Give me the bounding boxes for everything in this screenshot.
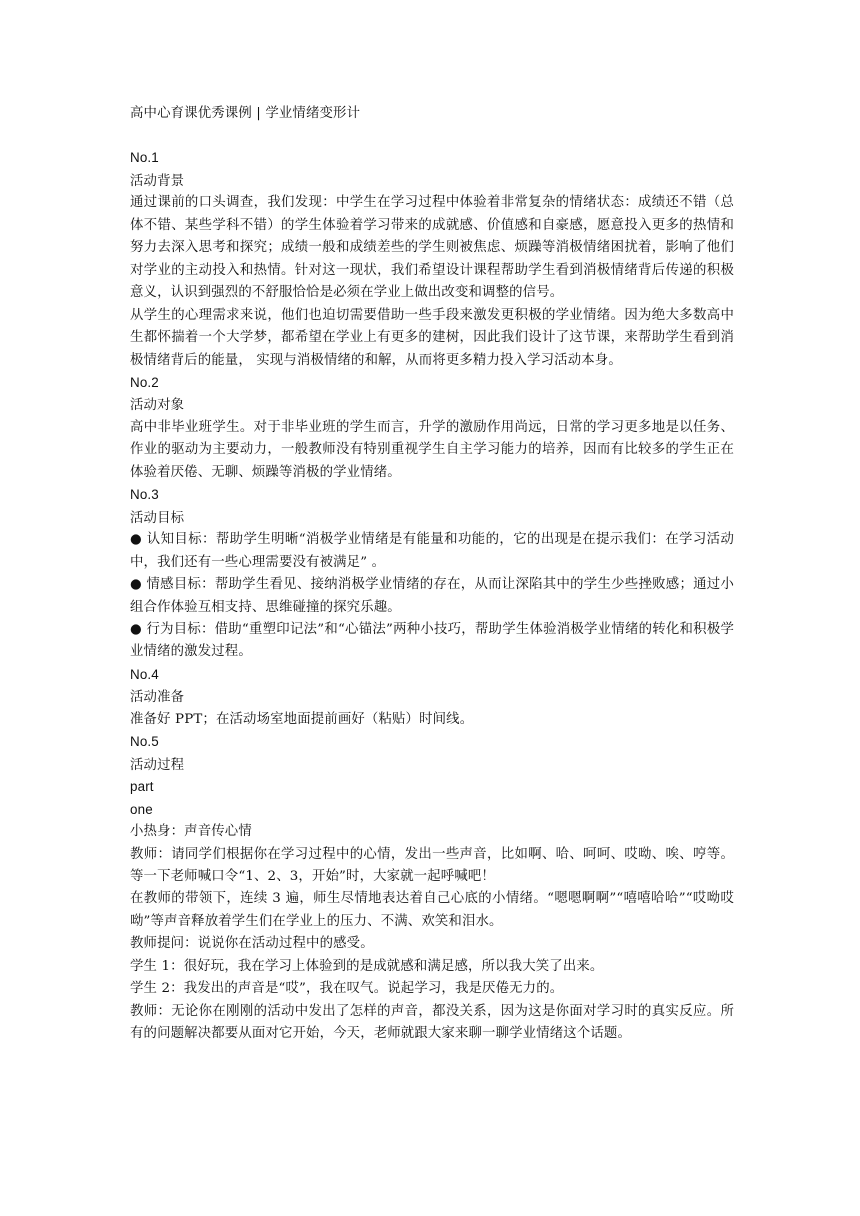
part-number: one [130,801,153,817]
part-label: part [130,779,154,795]
subheading: 小热身：声音传心情 [130,824,252,840]
section-heading: 活动过程 [130,756,185,772]
paragraph: 教师：请同学们根据你在学习过程中的心情，发出一些声音，比如啊、哈、呵呵、哎呦、唉、哼等。等一下老师喊口令“1、2、3，开始”时，大家就一起呼喊吧！ [130,846,734,884]
paragraph: 学生 1：很好玩，我在学习上体验到的是成就感和满足感，所以我大笑了出来。 [130,958,604,974]
bullet-item: ● 认知目标：帮助学生明晰“消极学业情绪是有能量和功能的，它的出现是在提示我们：在学习活动中，我们还有一些心理需要没有被满足” 。 [130,532,734,570]
section-number: No.5 [130,734,159,750]
paragraph: 准备好 PPT；在活动场室地面提前画好（粘贴）时间线。 [130,711,474,727]
section-heading: 活动目标 [130,509,185,525]
bullet-item: ● 行为目标：借助“重塑印记法”和“心锚法”两种小技巧，帮助学生体验消极学业情绪的转化和积极学业情绪的激发过程。 [130,621,734,660]
paragraph: 学生 2：我发出的声音是“哎”，我在叹气。说起学习，我是厌倦无力的。 [130,981,564,997]
section-heading: 活动准备 [130,689,185,705]
document-title: 高中心育课优秀课例 | 学业情绪变形计 [130,106,361,121]
paragraph: 高中非毕业班学生。对于非毕业班的学生而言，升学的激励作用尚远，日常的学习更多地是以任务、作业的驱动为主要动力，一般教师没有特别重视学生自主学习能力的培养，因而有比较多的学生正在体验着厌倦、无聊、烦躁等消极的学业情绪。 [130,419,734,480]
section-number: No.3 [130,487,159,503]
paragraph: 在教师的带领下，连续 3 遍，师生尽情地表达着自己心底的小情绪。“嗯嗯啊啊”“嘻嘻哈哈”“哎呦哎呦”等声音释放着学生们在学业上的压力、不满、欢笑和泪水。 [130,891,734,929]
paragraph: 教师：无论你在刚刚的活动中发出了怎样的声音，都没关系，因为这是你面对学习时的真实反应。所有的问题解决都要从面对它开始，今天，老师就跟大家来聊一聊学业情绪这个话题。 [130,1003,734,1042]
section-heading: 活动背景 [130,172,185,188]
paragraph: 从学生的心理需求来说，他们也迫切需要借助一些手段来激发更积极的学业情绪。因为绝大多数高中生都怀揣着一个大学梦，都希望在学业上有更多的建树，因此我们设计了这节课，来帮助学生看到消极情绪背后的能量， 实现与消极情绪的和解，从而将更多精力投入学习活动本身。 [130,307,734,368]
paragraph: 教师提问：说说你在活动过程中的感受。 [130,936,374,952]
section-number: No.4 [130,666,159,682]
document-page [130,103,734,1046]
section-number: No.2 [130,374,159,390]
bullet-item: ● 情感目标：帮助学生看见、接纳消极学业情绪的存在，从而让深陷其中的学生少些挫败感；通过小组合作体验互相支持、思维碰撞的探究乐趣。 [130,577,734,615]
section-heading: 活动对象 [130,397,185,413]
section-number: No.1 [130,150,159,166]
paragraph: 通过课前的口头调查，我们发现：中学生在学习过程中体验着非常复杂的情绪状态：成绩还不错（总体不错、某些学科不错）的学生体验着学习带来的成就感、价值感和自豪感，愿意投入更多的热情和努力去深入思考和探究；成绩一般和成绩差些的学生则被焦虑、烦躁等消极情绪困扰着，影响了他们对学业的主动投入和热情。针对这一现状，我们希望设计课程帮助学生看到消极情绪背后传递的积极意义，认识到强烈的不舒服恰恰是必须在学业上做出改变和调整的信号。 [130,195,734,301]
